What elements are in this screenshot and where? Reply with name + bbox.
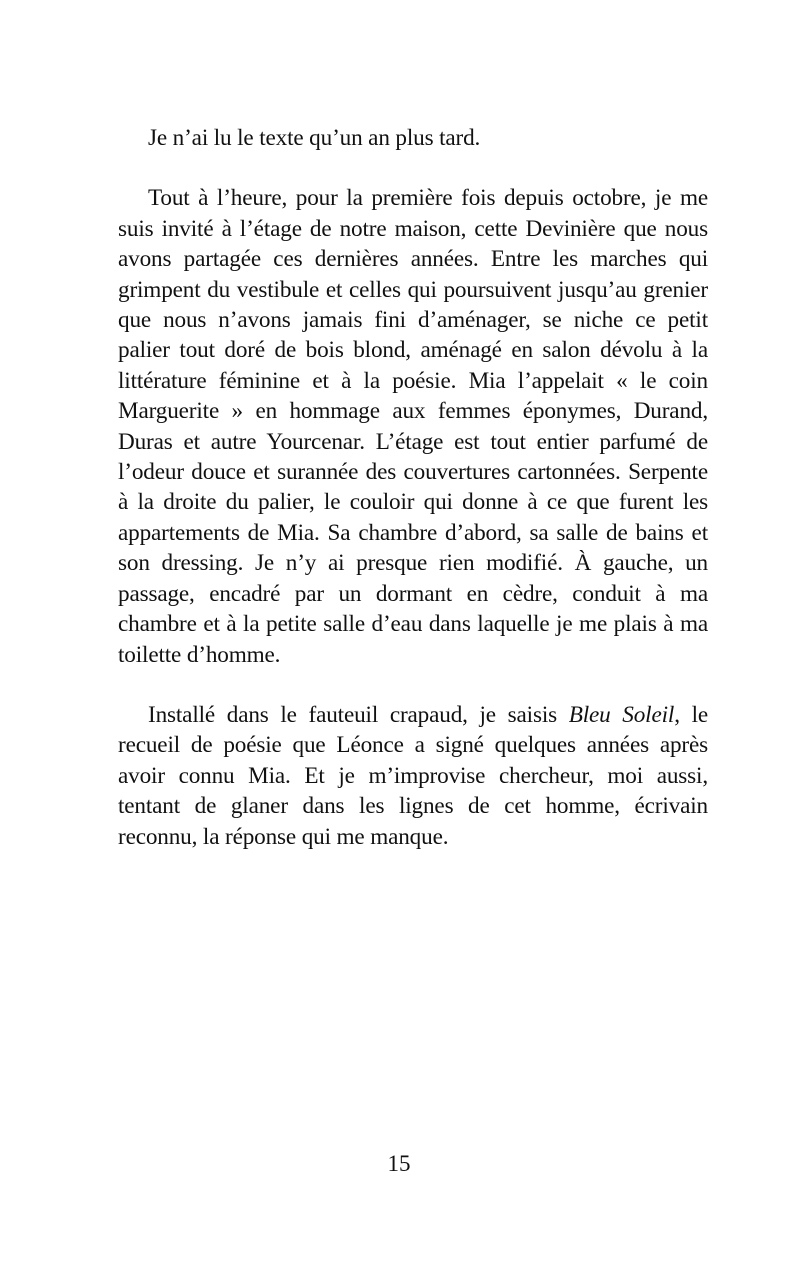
- paragraph-3-text-end: , le recueil de poésie que Léonce a signé quelques années après avoir connu Mia. Et je m’improvise chercheur, moi aussi, tentant de glaner dans les lignes de cet homme, écrivain reconnu, la réponse qui me manque.: [118, 701, 709, 850]
- book-title-italic: Bleu Soleil: [568, 701, 675, 728]
- paragraph-3-text-start: Installé dans le fauteuil crapaud, je saisis: [148, 701, 569, 728]
- body-text: [118, 123, 708, 852]
- paragraph-1-text: Je n’ai lu le texte qu’un an plus tard.: [148, 125, 481, 151]
- paragraph-1: [118, 123, 708, 153]
- paragraph-2-text: Tout à l’heure, pour la première fois depuis octobre, je me suis invité à l’étage de notre maison, cette Devinière que nous avons partagée ces dernières années. Entre les marches qui grimpent du vestibule et celles qui poursuivent jusqu’au grenier que nous n’avons jamais fini d’aménager, se niche ce petit palier tout doré de bois blond, aménagé en salon dévolu à la littérature féminine et à la poésie. Mia l’appelait « le coin Marguerite » en hommage aux femmes éponymes, Durand, Duras et autre Yourcenar. L’étage est tout entier parfumé de l’odeur douce et surannée des couvertures cartonnées. Serpente à la droite du palier, le couloir qui donne à ce que furent les appartements de Mia. Sa chambre d’abord, sa salle de bains et son dressing. Je n’y ai presque rien modifié. À gauche, un passage, encadré par un dormant en cèdre, conduit à ma chambre et à la petite salle d’eau dans laquelle je me plais à ma toilette d’homme.: [118, 185, 708, 668]
- paragraph-2: [118, 183, 708, 670]
- paragraph-3: [118, 700, 708, 852]
- page-number: 15: [387, 1151, 411, 1176]
